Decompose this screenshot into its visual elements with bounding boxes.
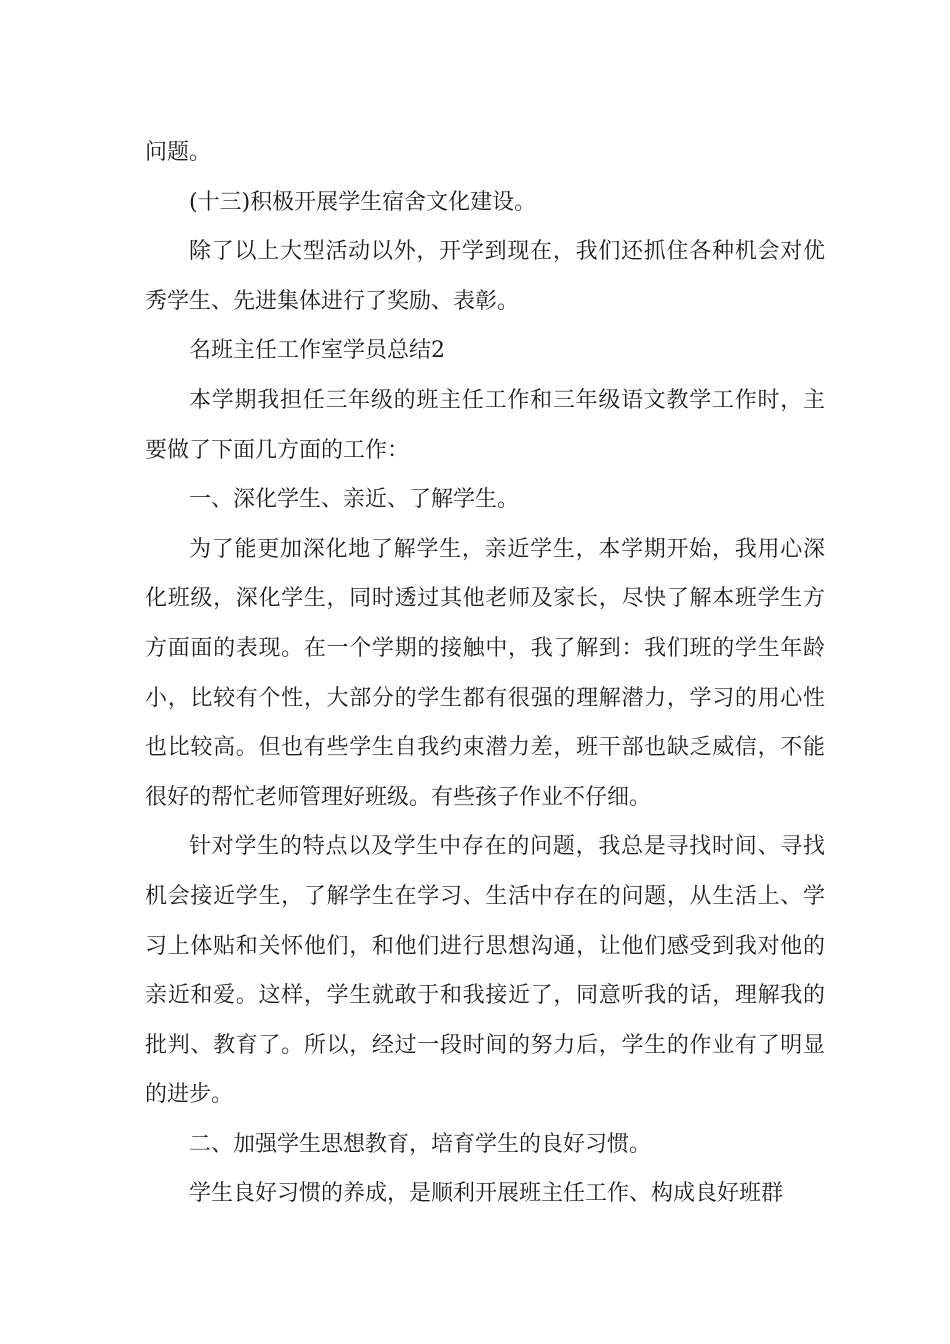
paragraph-habits: 学生良好习惯的养成，是顺利开展班主任工作、构成良好班群	[189, 1181, 784, 1207]
paragraph-awards: 除了以上大型活动以外，开学到现在，我们还抓住各种机会对优秀学生、先进集体进行了奖励、表彰。	[145, 239, 825, 314]
heading-one: 一、深化学生、亲近、了解学生。	[189, 487, 520, 513]
section-title: 名班主任工作室学员总结2	[189, 338, 445, 364]
document-body	[145, 128, 825, 1219]
paragraph-item-13: (十三)积极开展学生宿舍文化建设。	[189, 189, 537, 215]
paragraph-approach: 针对学生的特点以及学生中存在的问题，我总是寻找时间、寻找机会接近学生，了解学生在学习、生活中存在的问题，从生活上、学习上体贴和关怀他们，和他们进行思想沟通，让他们感受到我对他的亲近和爱。这样，学生就敢于和我接近了，同意听我的话，理解我的批判、教育了。所以，经过一段时间的努力后，学生的作业有了明显的进步。	[145, 834, 825, 1108]
paragraph-understanding: 为了能更加深化地了解学生，亲近学生，本学期开始，我用心深化班级，深化学生，同时透过其他老师及家长，尽快了解本班学生方方面面的表现。在一个学期的接触中，我了解到：我们班的学生年龄小，比较有个性，大部分的学生都有很强的理解潜力，学习的用心性也比较高。但也有些学生自我约束潜力差，班干部也缺乏威信，不能很好的帮忙老师管理好班级。有些孩子作业不仔细。	[145, 536, 825, 810]
heading-two: 二、加强学生思想教育，培育学生的良好习惯。	[189, 1131, 652, 1157]
paragraph-intro: 本学期我担任三年级的班主任工作和三年级语文教学工作时，主要做了下面几方面的工作：	[145, 387, 825, 463]
paragraph-continuation: 问题。	[145, 140, 212, 165]
